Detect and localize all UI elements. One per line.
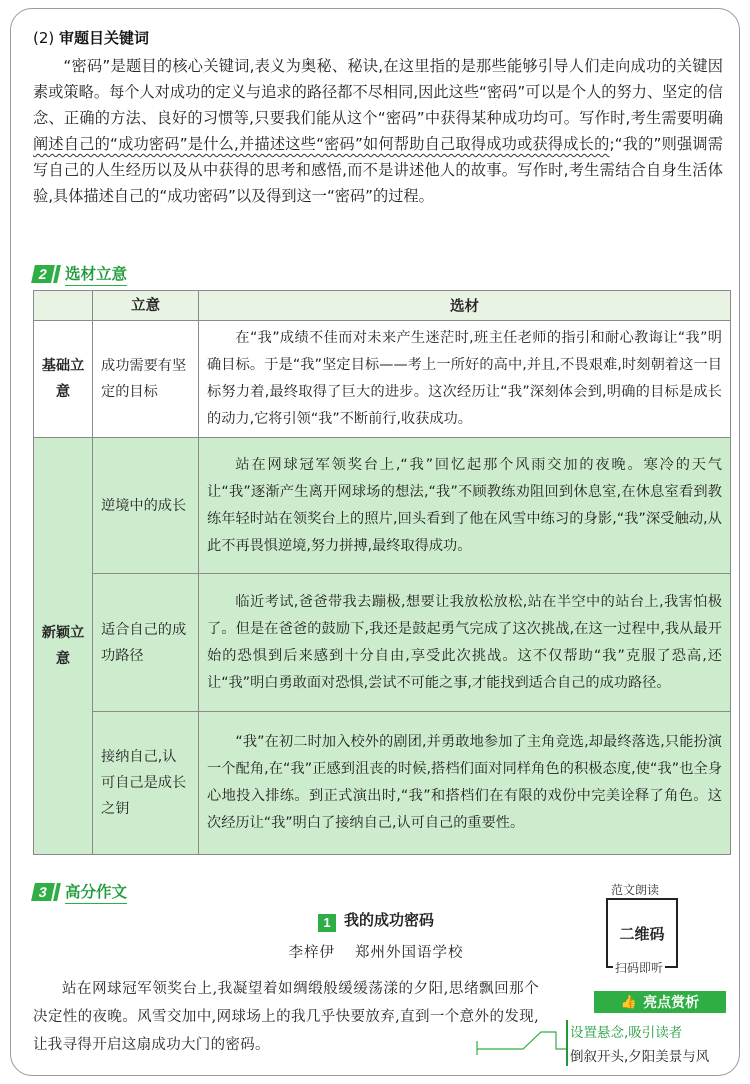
section-3-number: 3 bbox=[31, 883, 55, 901]
highlight-line-1: 设置悬念,吸引读者 bbox=[570, 1025, 683, 1041]
essay-body: 站在网球冠军领奖台上,我凝望着如绸缎般缓缓荡漾的夕阳,思绪飘回那个决定性的夜晚。风雪交加中,网球场上的我几乎快要放弃,直到一个意外的发现,让我寻得开启这扇成功大门的密码。 bbox=[33, 981, 539, 1053]
novel-2-theme-cell: 适合自己的成功路径 bbox=[93, 574, 199, 712]
highlight-title: 亮点赏析 bbox=[643, 995, 700, 1011]
qr-code-label: 二维码 bbox=[619, 924, 665, 943]
qr-caption-top: 范文朗读 bbox=[611, 883, 660, 897]
basic-type-cell: 基础立意 bbox=[34, 321, 93, 438]
highlight-header bbox=[594, 991, 726, 1013]
novel-1-theme-cell: 逆境中的成长 bbox=[93, 438, 199, 574]
analysis-para-part2: ;“我的”则强调需写自己的人生经历以及从中获得的思考和感悟,而不是讲述他人的故事。写作时,考生需结合自身生活体验,具体描述自己的“成功密码”以及得到这一“密码”的过程。 bbox=[33, 135, 723, 205]
section-2-number: 2 bbox=[31, 265, 55, 283]
essay-title-text: 我的成功密码 bbox=[343, 911, 434, 929]
analysis-heading-text: 审题目关键词 bbox=[59, 29, 150, 47]
thumbs-up-icon: 👍 bbox=[620, 994, 638, 1010]
highlight-line-2: 倒叙开头,夕阳美景与风 bbox=[570, 1049, 710, 1065]
annotation-connector bbox=[11, 9, 740, 1076]
essay-school: 郑州外国语学校 bbox=[355, 945, 464, 961]
essay-number: 1 bbox=[318, 914, 336, 932]
essay-author: 李梓伊 bbox=[288, 945, 335, 961]
table-header-theme: 立意 bbox=[93, 291, 199, 321]
analysis-para-part1: “密码”是题目的核心关键词,表义为奥秘、秘诀,在这里指的是那些能够引导人们走向成功的关键因素或策略。每个人对成功的定义与追求的路径都不尽相同,因此这些“密码”可以是个人的努力、坚定的信念、正确的方法、良好的习惯等,只要我们能从这个“密码”中获得某种成功均可。写作时,考生需要明确 bbox=[33, 57, 723, 127]
novel-3-theme-cell: 接纳自己,认可自己是成长之钥 bbox=[93, 712, 199, 855]
basic-content-cell: 在“我”成绩不佳而对未来产生迷茫时,班主任老师的指引和耐心教诲让“我”明确目标。于是“我”坚定目标——考上一所好的高中,并且,不畏艰难,时刻朝着这一目标努力着,最终取得了巨大的进步。这次经历让“我”深刻体会到,明确的目标是成长的动力,它将引领“我”不断前行,收获成功。 bbox=[199, 321, 731, 438]
novel-3-content-cell: “我”在初二时加入校外的剧团,并勇敢地参加了主角竞选,却最终落选,只能扮演一个配角,在“我”正感到沮丧的时候,搭档们面对同样角色的积极态度,使“我”也全身心地投入排练。到正式演出时,“我”和搭档们在有限的戏份中完美诠释了角色。这次经历让“我”明白了接纳自己,认可自己的重要性。 bbox=[199, 712, 731, 855]
table-header-content: 选材 bbox=[199, 291, 731, 321]
novel-1-content-cell: 站在网球冠军领奖台上,“我”回忆起那个风雨交加的夜晚。寒冷的天气让“我”逐渐产生离开网球场的想法,“我”不顾教练劝阻回到休息室,在休息室看到教练年轻时站在领奖台上的照片,回头看到了他在风雪中练习的身影,“我”深受触动,从此不再畏惧逆境,努力拼搏,最终取得成功。 bbox=[199, 438, 731, 574]
analysis-heading-num: (2) bbox=[33, 29, 55, 47]
novel-2-content-cell: 临近考试,爸爸带我去蹦极,想要让我放松放松,站在半空中的站台上,我害怕极了。但是在爸爸的鼓励下,我还是鼓起勇气完成了这次挑战,在这一过程中,我从最开始的恐惧到后来感到十分自由,享受此次挑战。这不仅帮助“我”克服了恐高,还让“我”明白勇敢面对恐惧,尝试不可能之事,才能找到适合自己的成功路径。 bbox=[199, 574, 731, 712]
basic-theme-cell: 成功需要有坚定的目标 bbox=[93, 321, 199, 438]
novel-type-cell: 新颖立意 bbox=[34, 438, 93, 855]
section-2-label: 选材立意 bbox=[65, 262, 127, 286]
page bbox=[10, 8, 740, 1076]
analysis-para-emphasis: 阐述自己的“成功密码”是什么,并描述这些“密码”如何帮助自己取得成功或获得成长的 bbox=[33, 135, 610, 153]
qr-caption-bottom: 扫码即听 bbox=[615, 961, 664, 975]
section-3-label: 高分作文 bbox=[65, 880, 127, 904]
